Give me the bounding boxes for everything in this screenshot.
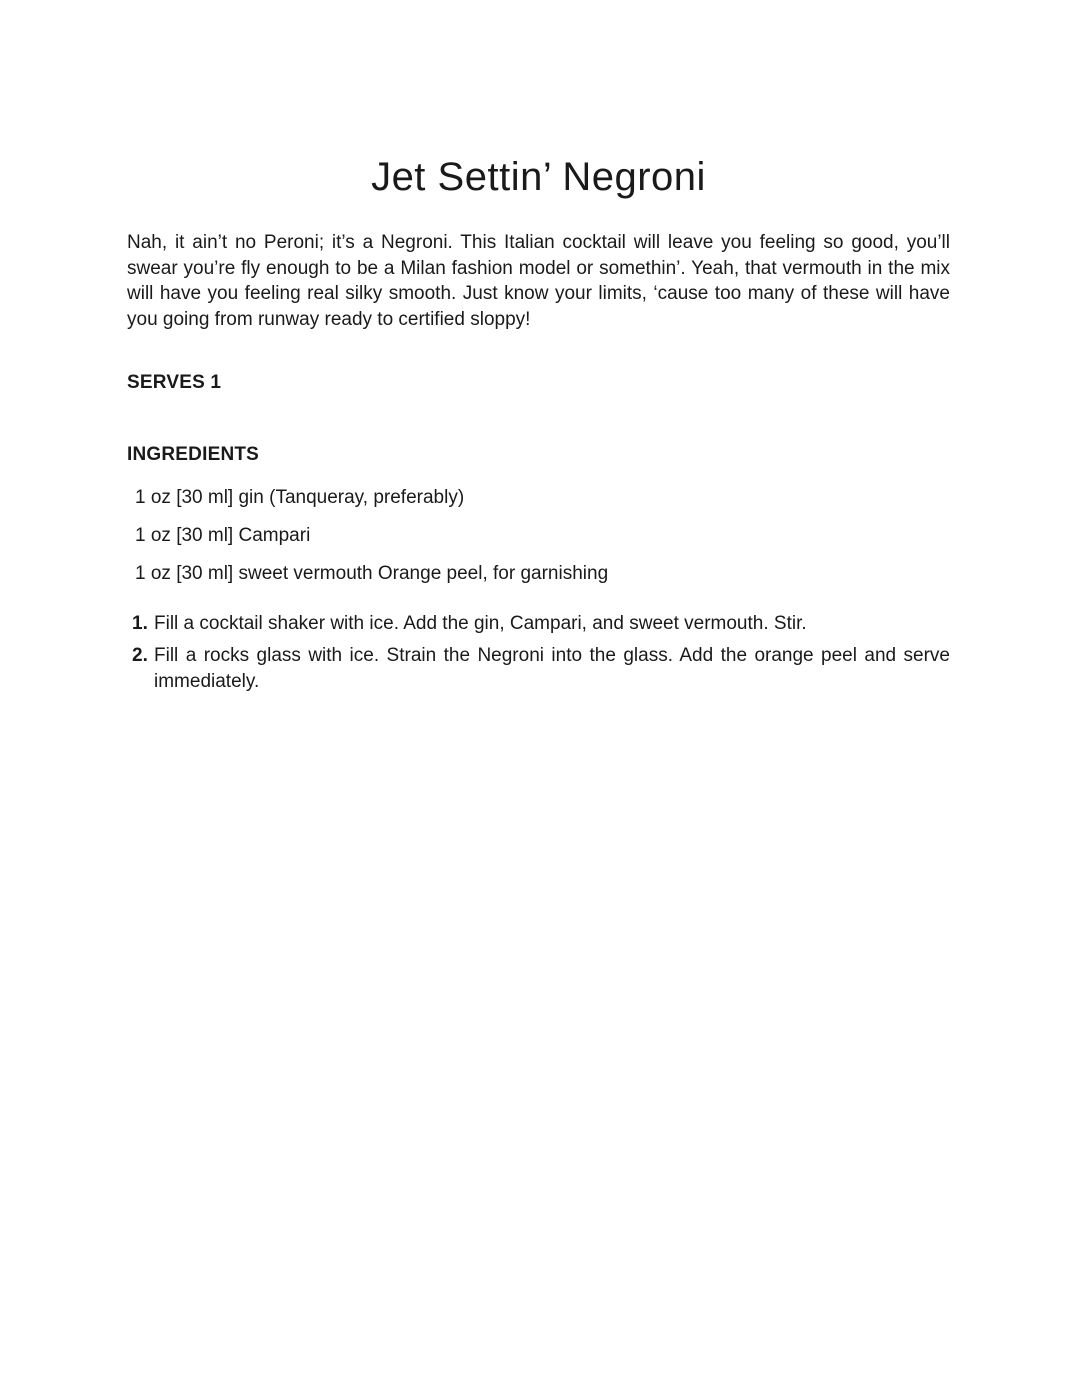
instruction-steps	[127, 611, 950, 695]
ingredients-heading: INGREDIENTS	[127, 444, 260, 465]
step-number-1: 1.	[132, 613, 148, 634]
step-row-1	[127, 611, 950, 637]
recipe-intro-paragraph: Nah, it ain’t no Peroni; it’s a Negroni. This Italian cocktail will leave you feeling so good, you’ll swear you’re fly enough to be a Milan fashion model or somethin’. Yeah, that vermouth in the mix will have you feeling real silky smooth. Just know your limits, ‘cause too many of these will have you going from runway ready to certified sloppy!	[127, 232, 950, 330]
step-text-1: Fill a cocktail shaker with ice. Add the gin, Campari, and sweet vermouth. Stir.	[154, 613, 807, 634]
ingredient-item-gin: 1 oz [30 ml] gin (Tanqueray, preferably)	[135, 487, 465, 508]
step-number-2: 2.	[132, 645, 148, 666]
recipe-title: Jet Settin’ Negroni	[371, 155, 706, 199]
ingredient-item-campari: 1 oz [30 ml] Campari	[135, 525, 311, 546]
ingredient-item-vermouth: 1 oz [30 ml] sweet vermouth Orange peel, for garnishing	[135, 563, 609, 584]
ingredient-list	[127, 488, 950, 583]
serves-heading: SERVES 1	[127, 372, 222, 393]
step-row-2	[127, 643, 950, 695]
step-text-2: Fill a rocks glass with ice. Strain the Negroni into the glass. Add the orange peel and serve immediately.	[154, 645, 950, 692]
